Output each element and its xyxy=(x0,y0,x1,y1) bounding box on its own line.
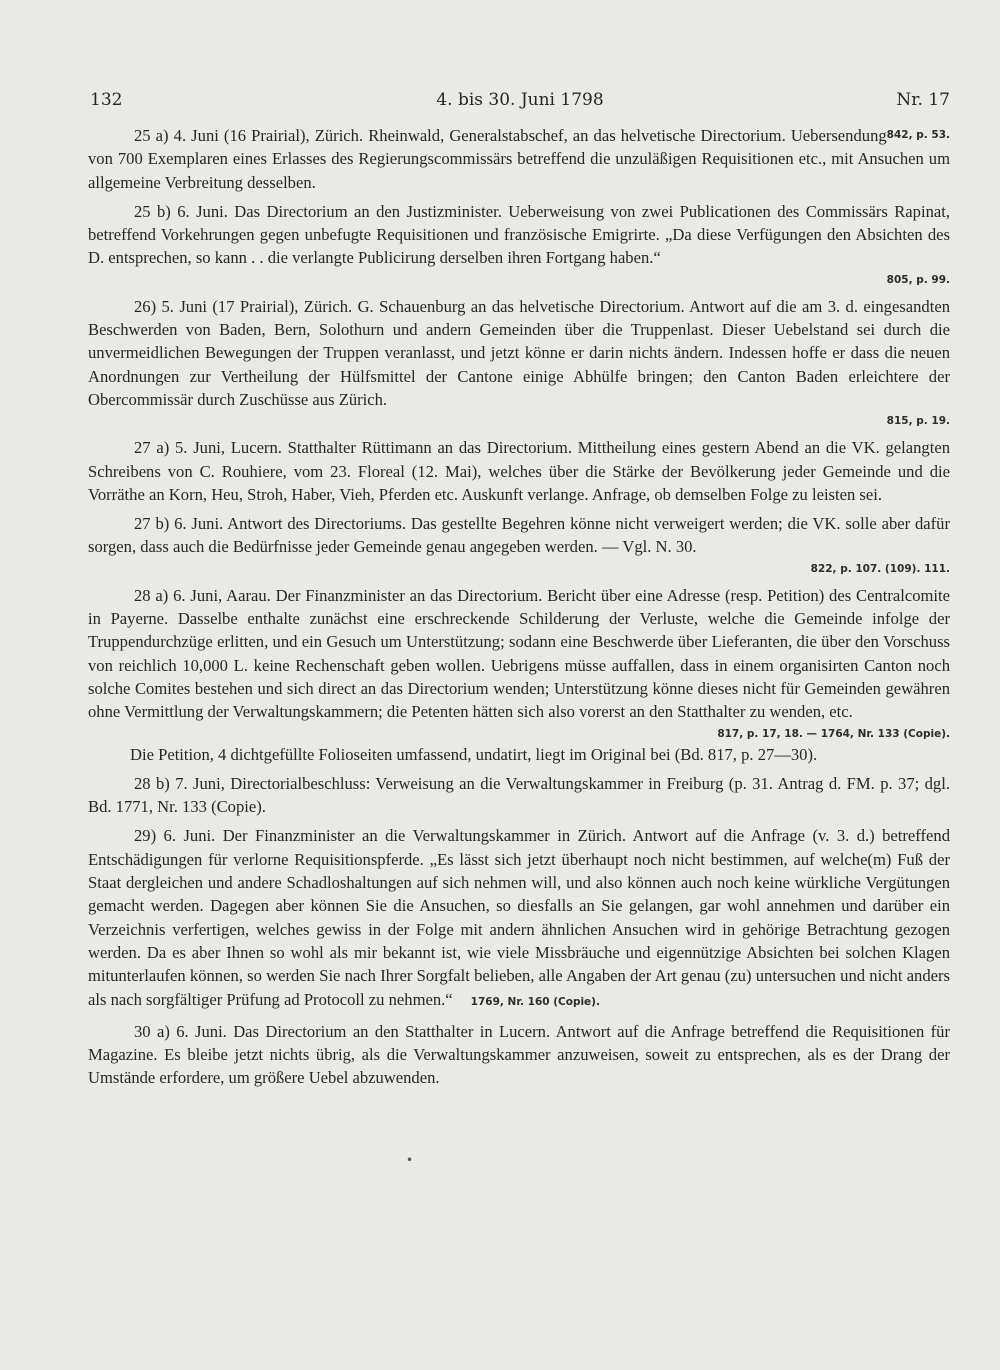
entry-source: 1769, Nr. 160 (Copie). xyxy=(470,995,600,1008)
entry-text: 28 b) 7. Juni, Directorialbeschluss: Verweisung an die Verwaltungskammer in Freiburg (p. 31. Antrag d. FM. p. 37; dgl. Bd. 1771, Nr. 133 (Copie). xyxy=(88,773,950,817)
petition-note xyxy=(88,743,950,766)
entry-source: 805, p. 99. xyxy=(886,273,950,286)
entry-text: 30 a) 6. Juni. Das Directorium an den Statthalter in Lucern. Antwort auf die Anfrage betreffend die Requisitionen für Magazine. Es bleibe jetzt nichts übrig, als die Verwaltungskammer anzuweisen, soweit zu entsprechen, als es der Drang der Umstände erfordere, um größere Uebel abzuwenden. xyxy=(88,1021,950,1088)
entry-text: 25 b) 6. Juni. Das Directorium an den Justizminister. Ueberweisung von zwei Publicationen des Commissärs Rapinat, betreffend Vorkehrungen gegen unbefugte Requisitionen und französische Emigrirte. „Da diese Verfügungen den Absichten des D. entsprechen, so kann . . die verlangte Publicirung derselben ihren Fortgang haben.“ xyxy=(88,201,950,268)
entry-source-line xyxy=(88,410,950,430)
entry-text: 28 a) 6. Juni, Aarau. Der Finanzminister an das Directorium. Bericht über eine Adresse (resp. Petition) des Centralcomite in Payerne. Dasselbe enthalte zunächst eine erschreckende Schilderung der Verluste, welche die Gemeinde infolge der Truppendurchzüge erlitten, und ein Gesuch um Unterstützung; sodann eine Beschwerde über Lieferanten, die über den Vorschuss von reichlich 10,000 L. keine Rechenschaft geben wollen. Uebrigens müsse auffallen, dass in einem organisirten Canton noch solche Comites bestehen und sich direct an das Directorium wenden; Unterstützung könne dieses nicht für Gemeinden gewähren ohne Vermittlung der Verwaltungskammern; die Petenten hätten sich also vorerst an den Statthalter zu wenden, etc. xyxy=(88,585,950,722)
entry-27a xyxy=(88,436,950,506)
entry-25a xyxy=(88,124,950,194)
entry-source: 822, p. 107. (109). 111. xyxy=(810,562,950,575)
entry-source: 817, p. 17, 18. — 1764, Nr. 133 (Copie). xyxy=(717,727,950,740)
running-header xyxy=(90,90,950,114)
document-number: Nr. 17 xyxy=(896,90,950,110)
print-mark: • xyxy=(406,1153,414,1167)
entry-text: 26) 5. Juni (17 Prairial), Zürich. G. Schauenburg an das helvetische Directorium. Antwort auf die am 3. d. eingesandten Beschwerden von Baden, Bern, Solothurn und andern Gemeinden über die Truppenlast. Dieser Uebelstand sei durch die unvermeidlichen Bewegungen der Truppen veranlasst, und jetzt könne er darin nichts ändern. Indessen hoffe er dass die neuen Anordnungen zur Vertheilung der Hülfsmittel der Cantone einige Abhülfe bringen; den Canton Baden erleichtere der Obercommissär durch Zuschüsse aus Zürich. xyxy=(88,296,950,409)
document-body xyxy=(88,124,950,1090)
page-title: 4. bis 30. Juni 1798 xyxy=(436,90,604,110)
entry-28b xyxy=(88,772,950,819)
entry-text: Die Petition, 4 dichtgefüllte Folioseiten umfassend, undatirt, liegt im Original bei (Bd. 817, p. 27—30). xyxy=(130,744,818,764)
entry-29 xyxy=(88,824,950,1013)
entry-26 xyxy=(88,295,950,411)
entry-source: 815, p. 19. xyxy=(886,415,950,428)
entry-text: 27 a) 5. Juni, Lucern. Statthalter Rüttimann an das Directorium. Mittheilung eines gestern Abend an die VK. gelangten Schreibens von C. Rouhiere, vom 23. Floreal (12. Mai), welches über die Stärke der Bevölkerung jeder Gemeinde und die Vorräthe an Korn, Heu, Stroh, Haber, Vieh, Pferden etc. Auskunft verlange. Anfrage, ob demselben Folge zu leisten sei. xyxy=(88,438,950,504)
entry-source-line xyxy=(88,269,950,289)
entry-text: 27 b) 6. Juni. Antwort des Directoriums. Das gestellte Begehren könne nicht verweigert werden; die VK. solle aber dafür sorgen, dass auch die Bedürfnisse jeder Gemeinde genau angegeben werden. — Vgl. N. 30. xyxy=(88,514,950,557)
page-number: 132 xyxy=(90,90,123,110)
entry-source: 842, p. 53. xyxy=(886,129,950,141)
entry-text: 29) 6. Juni. Der Finanzminister an die Verwaltungskammer in Zürich. Antwort auf die Anfrage (v. 3. d.) betreffend Entschädigungen für verlorne Requisitionspferde. „Es lässt sich jetzt überhaupt noch nicht bestimmen, auf welche(m) Fuß der Staat dergleichen und andere Schadloshaltungen auf sich nehmen will, und also können auch noch keine würkliche Vergütungen gemacht werden. Dagegen aber können Sie die Ansuchen, so diesfalls an Sie gelangen, gar wohl annehmen und darüber ein Verzeichnis verfertigen, welches gewiss in der Folge mit andern ähnlichen Ansuchen wird in gehörige Betrachtung gezogen werden. Da es aber Ihnen so wohl als mir bekannt ist, wie viele Missbräuche und eigennützige Absichten bei solchen Klagen mitunterlaufen können, so werden Sie nach Ihrer Sorgfalt belieben, alle Angaben der Art genau (zu) untersuchen und nicht anders als nach sorgfältiger Prüfung ad Protocoll zu nehmen.“ xyxy=(88,826,950,1009)
entry-30a xyxy=(88,1020,950,1090)
entry-28a xyxy=(88,584,950,724)
entry-text: 25 a) 4. Juni (16 Prairial), Zürich. Rheinwald, Generalstabschef, an das helvetische Directorium. Uebersendung von 700 Exemplaren eines Erlasses des Regierungscommissärs betreffend die unzuläßigen Requisitionen etc., mit Ansuchen um allgemeine Verbreitung desselben. xyxy=(88,126,950,192)
entry-25b xyxy=(88,200,950,270)
entry-source-line xyxy=(88,558,950,578)
entry-27b xyxy=(88,512,950,559)
entry-source-line xyxy=(88,723,950,743)
